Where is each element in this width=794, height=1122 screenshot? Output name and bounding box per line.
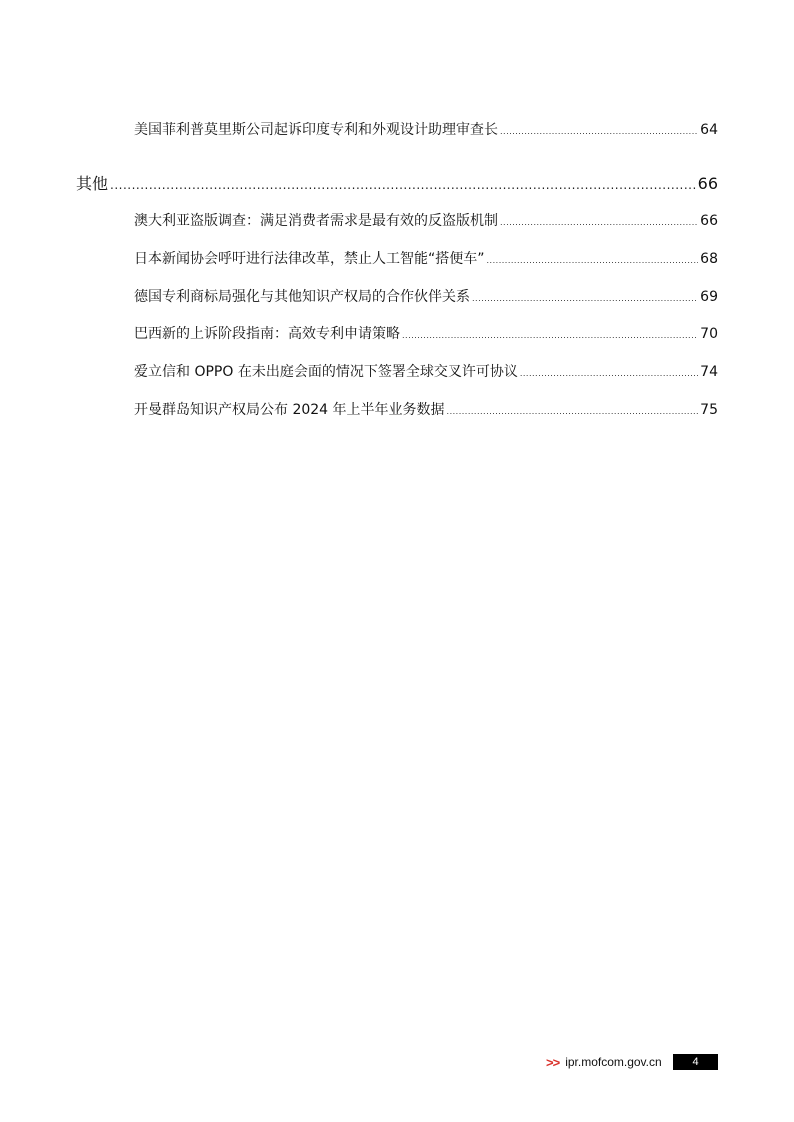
toc-entry-page: 75 bbox=[700, 402, 718, 418]
toc-entry[interactable] bbox=[134, 210, 718, 230]
chevron-right-icon: >> bbox=[546, 1054, 560, 1070]
toc-entry-page: 74 bbox=[700, 364, 718, 380]
page-footer bbox=[546, 1053, 699, 1071]
toc-entry-title: 巴西新的上诉阶段指南：高效专利申请策略 bbox=[134, 326, 400, 342]
page-number-badge: 4 bbox=[673, 1054, 718, 1070]
leader-dots bbox=[402, 331, 698, 340]
leader-dots bbox=[447, 407, 699, 416]
toc-entry-page: 69 bbox=[700, 289, 718, 305]
toc-entry-page: 70 bbox=[700, 326, 718, 342]
toc-entry[interactable] bbox=[134, 248, 718, 268]
toc-entry-title: 开曼群岛知识产权局公布 2024 年上半年业务数据 bbox=[134, 402, 445, 418]
toc-entry-title: 美国菲利普莫里斯公司起诉印度专利和外观设计助理审查长 bbox=[134, 122, 498, 138]
toc-entry[interactable] bbox=[134, 119, 718, 139]
toc-entry-title: 澳大利亚盗版调查：满足消费者需求是最有效的反盗版机制 bbox=[134, 213, 498, 229]
toc-entry-page: 66 bbox=[700, 213, 718, 229]
leader-dots bbox=[500, 127, 698, 136]
toc-entry[interactable] bbox=[134, 286, 718, 306]
toc-entry[interactable] bbox=[134, 323, 718, 343]
leader-dots bbox=[500, 218, 698, 227]
leader-dots bbox=[472, 294, 698, 303]
leader-dots bbox=[110, 178, 696, 192]
toc-entry-title: 德国专利商标局强化与其他知识产权局的合作伙伴关系 bbox=[134, 289, 470, 305]
toc-entry[interactable] bbox=[134, 361, 718, 381]
leader-dots bbox=[520, 369, 698, 378]
footer-site-link[interactable]: ipr.mofcom.gov.cn bbox=[565, 1055, 662, 1069]
toc-entry-title: 爱立信和 OPPO 在未出庭会面的情况下签署全球交叉许可协议 bbox=[134, 364, 518, 380]
toc-entry-title: 日本新闻协会呼吁进行法律改革，禁止人工智能“搭便车” bbox=[134, 251, 485, 267]
toc-section[interactable] bbox=[76, 171, 718, 194]
leader-dots bbox=[487, 256, 699, 265]
toc-entry[interactable] bbox=[134, 399, 718, 419]
toc-entry-page: 68 bbox=[700, 251, 718, 267]
toc-section-title: 其他 bbox=[76, 174, 109, 193]
toc-entry-page: 64 bbox=[700, 122, 718, 138]
toc-section-page: 66 bbox=[697, 174, 718, 193]
